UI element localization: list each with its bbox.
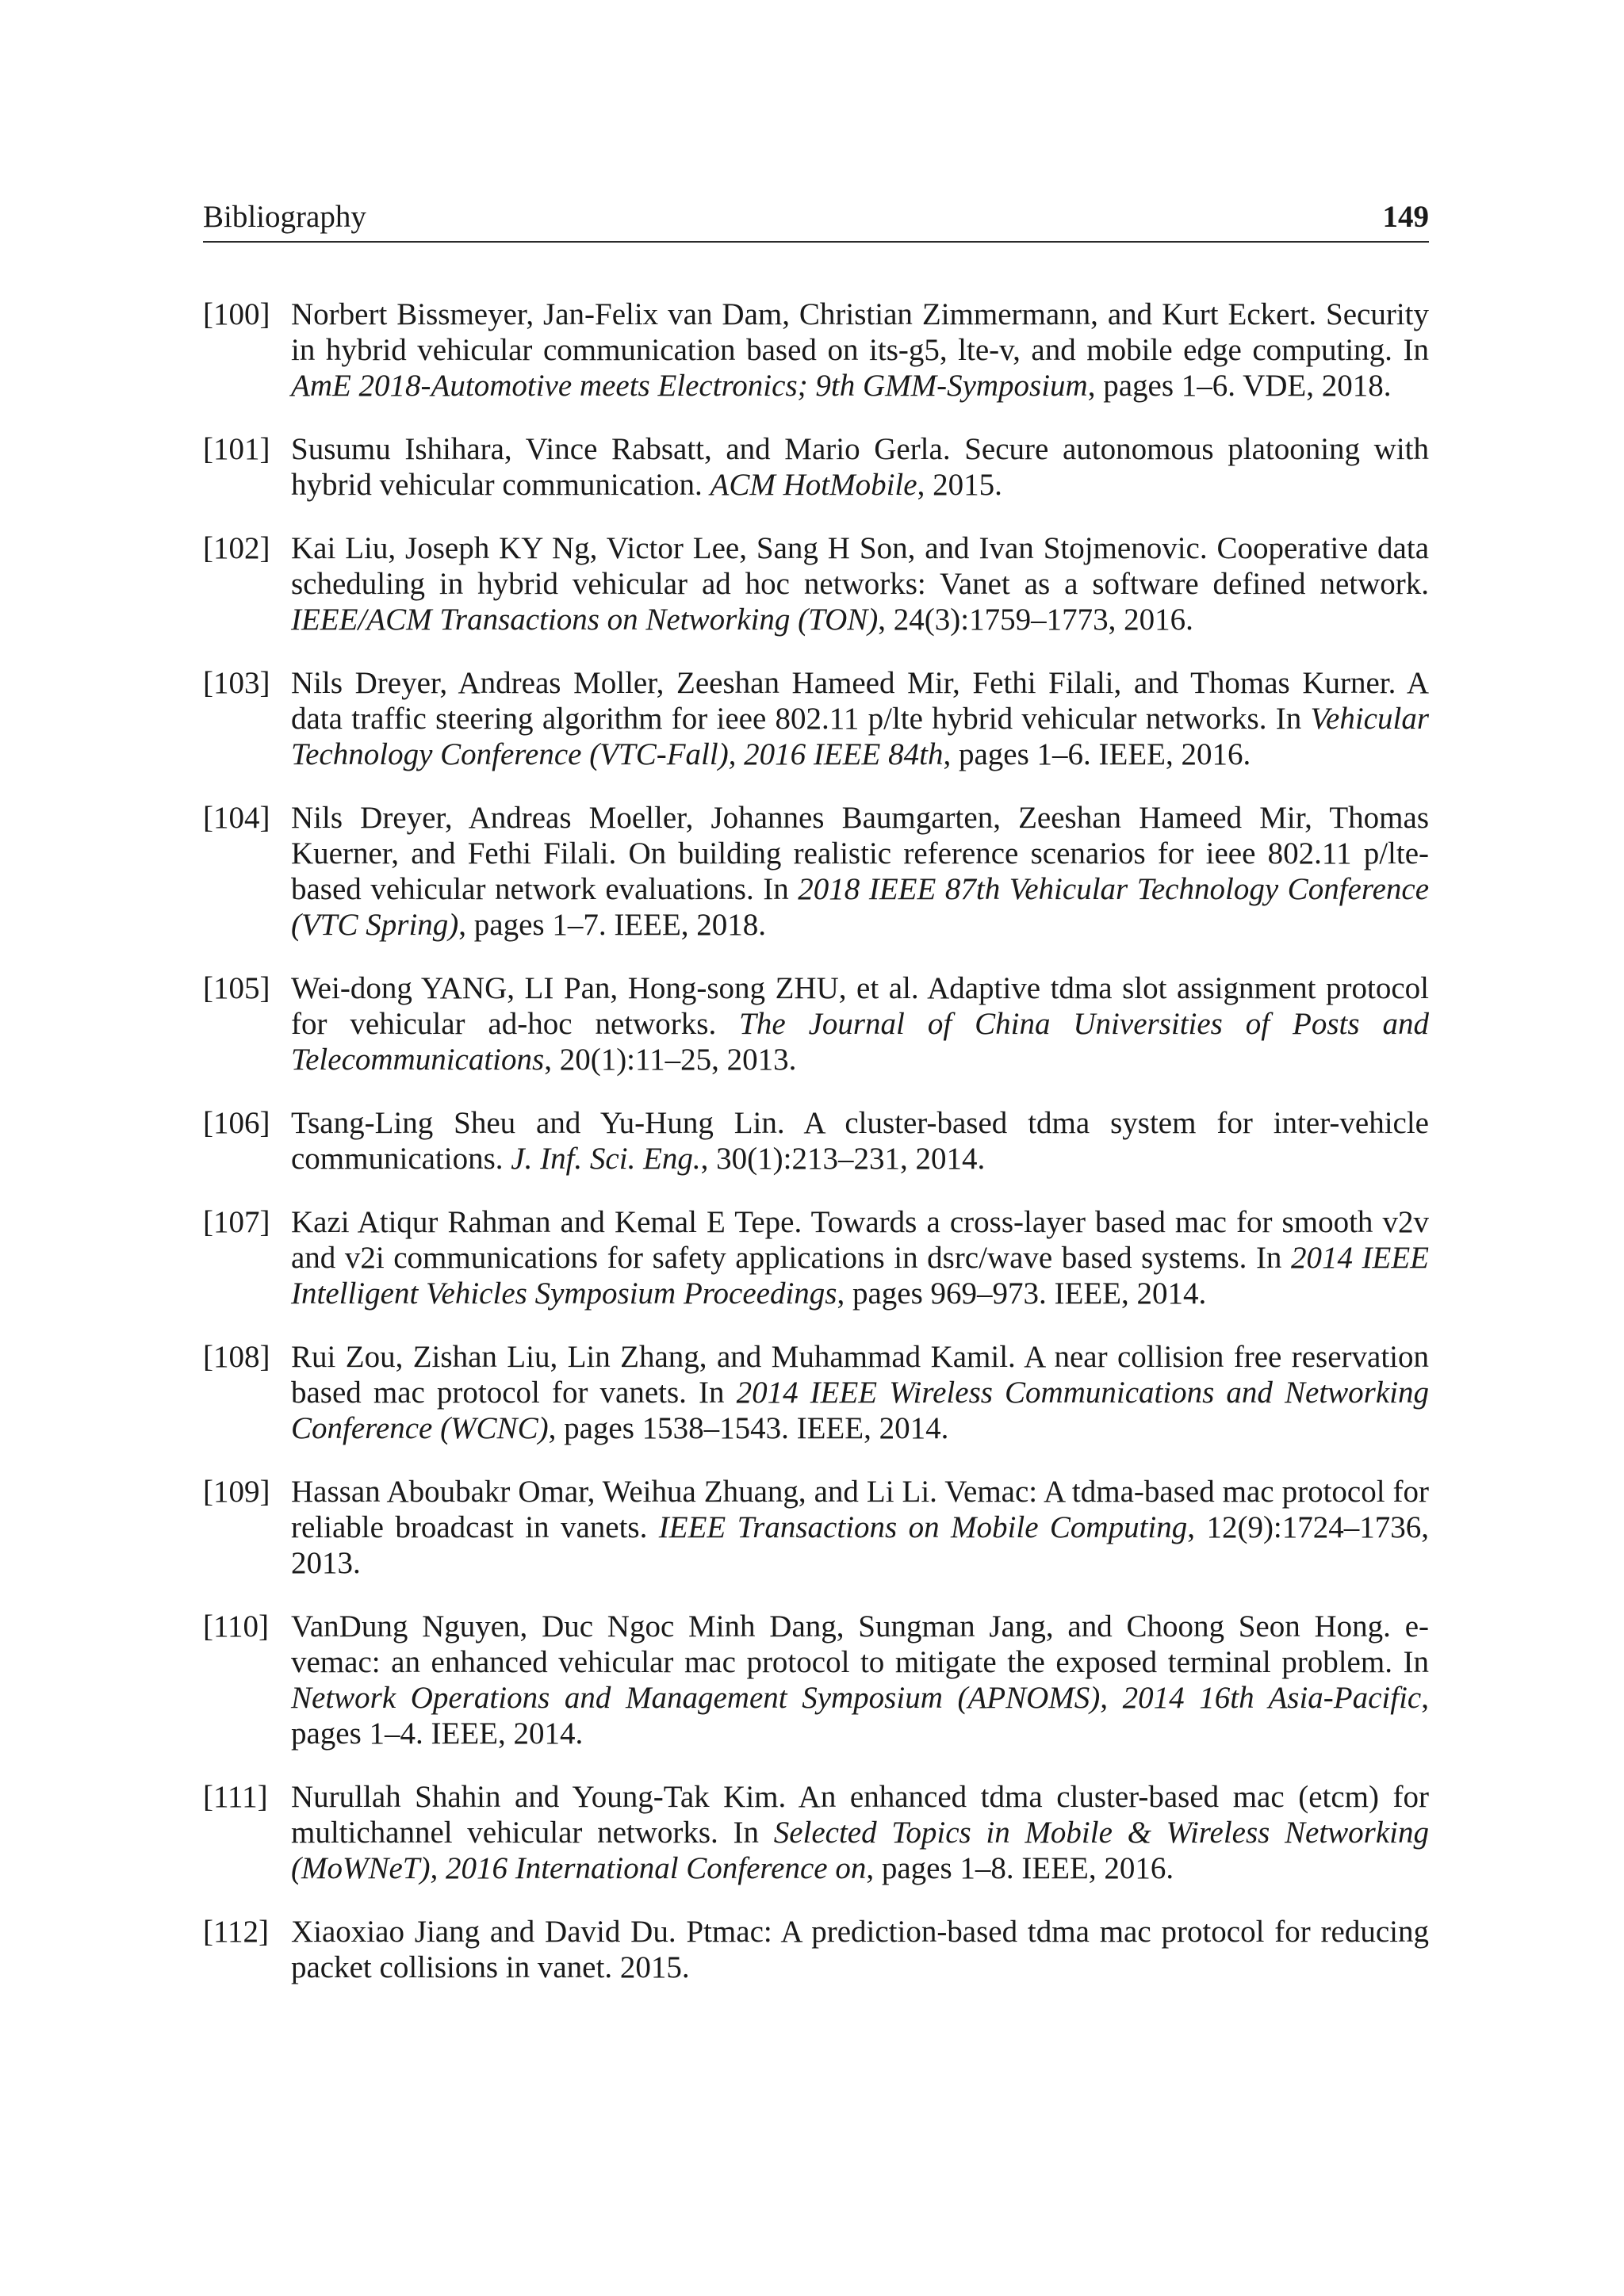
bib-entry bbox=[203, 800, 1429, 943]
bib-entry bbox=[203, 1474, 1429, 1581]
bib-text bbox=[291, 1914, 1429, 1985]
bib-text bbox=[291, 431, 1429, 503]
bib-venue: 2014 IEEE Wireless Communications and Networking Conference (WCNC) bbox=[291, 1376, 1430, 1445]
bib-venue: The Journal of China Universities of Posts and Telecommunications bbox=[291, 1007, 1429, 1077]
bib-authors: Susumu Ishihara, Vince Rabsatt, and Mario Gerla. bbox=[291, 432, 951, 466]
bib-venue: 2014 IEEE Intelligent Vehicles Symposium Proceedings bbox=[291, 1241, 1430, 1311]
bib-key: [109] bbox=[203, 1475, 270, 1509]
bib-text bbox=[291, 970, 1429, 1077]
bib-entry bbox=[203, 1609, 1429, 1751]
bib-text bbox=[291, 1474, 1429, 1581]
bibliography-list bbox=[203, 297, 1429, 2013]
running-head: Bibliography bbox=[203, 200, 366, 234]
bib-venue: ACM HotMobile bbox=[710, 468, 917, 502]
bib-authors: Nurullah Shahin and Young-Tak Kim. bbox=[291, 1780, 787, 1814]
bib-key: [101] bbox=[203, 432, 270, 466]
bib-title: e-vemac: an enhanced vehicular mac protocol to mitigate the exposed terminal problem. In bbox=[291, 1609, 1429, 1679]
bib-key: [105] bbox=[203, 971, 270, 1005]
bib-details: , pages 1–8. IEEE, 2016. bbox=[866, 1851, 1174, 1885]
bib-entry bbox=[203, 970, 1429, 1077]
bib-text bbox=[291, 1105, 1429, 1177]
bib-authors: Xiaoxiao Jiang and David Du. bbox=[291, 1915, 676, 1949]
page-header bbox=[203, 197, 1429, 243]
bib-key: [104] bbox=[203, 801, 270, 835]
bib-text bbox=[291, 297, 1429, 404]
bib-details: , 2015. bbox=[917, 468, 1002, 502]
bib-title: Vemac: A tdma-based mac protocol for reliable broadcast in vanets. bbox=[291, 1475, 1429, 1544]
bib-venue: IEEE Transactions on Mobile Computing bbox=[658, 1510, 1188, 1544]
bib-details: , 24(3):1759–1773, 2016. bbox=[878, 603, 1193, 637]
bib-venue: Selected Topics in Mobile & Wireless Networking (MoWNeT), 2016 International Conference on bbox=[291, 1816, 1430, 1885]
bib-authors: VanDung Nguyen, Duc Ngoc Minh Dang, Sungman Jang, and Choong Seon Hong. bbox=[291, 1609, 1391, 1644]
bib-authors: Nils Dreyer, Andreas Moeller, Johannes Baumgarten, Zeeshan Hameed Mir, Thomas Kuerner, and Fethi Filali. bbox=[291, 801, 1429, 871]
bib-key: [100] bbox=[203, 297, 270, 331]
bib-key: [102] bbox=[203, 531, 270, 565]
bib-venue: Vehicular Technology Conference (VTC-Fall), 2016 IEEE 84th bbox=[291, 702, 1429, 771]
bib-title: A near collision free reservation based mac protocol for vanets. In bbox=[291, 1340, 1429, 1410]
bib-entry bbox=[203, 1204, 1429, 1311]
bib-title: Cooperative data scheduling in hybrid vehicular ad hoc networks: Vanet as a software defined network. bbox=[291, 531, 1430, 601]
bib-authors: Wei-dong YANG, LI Pan, Hong-song ZHU, et al. bbox=[291, 971, 919, 1005]
bib-venue: AmE 2018-Automotive meets Electronics; 9th GMM-Symposium bbox=[291, 369, 1088, 403]
bib-title: An enhanced tdma cluster-based mac (etcm) for multichannel vehicular networks. In bbox=[291, 1780, 1429, 1850]
bib-details: , pages 1–6. IEEE, 2016. bbox=[943, 737, 1251, 771]
bib-text bbox=[291, 530, 1429, 637]
bib-title: Adaptive tdma slot assignment protocol for vehicular ad-hoc networks. bbox=[291, 971, 1429, 1041]
bib-details: , pages 969–973. IEEE, 2014. bbox=[837, 1276, 1207, 1311]
bib-details: , 12(9):1724–1736, 2013. bbox=[291, 1510, 1430, 1580]
bib-authors: Norbert Bissmeyer, Jan-Felix van Dam, Christian Zimmermann, and Kurt Eckert. bbox=[291, 297, 1317, 331]
bib-details: , pages 1–4. IEEE, 2014. bbox=[291, 1681, 1429, 1751]
bib-key: [112] bbox=[203, 1915, 270, 1949]
bib-text bbox=[291, 1609, 1429, 1751]
bib-text bbox=[291, 1339, 1429, 1446]
bib-entry bbox=[203, 297, 1429, 404]
bib-title: A cluster-based tdma system for inter-vehicle communications. bbox=[291, 1106, 1429, 1176]
bib-key: [106] bbox=[203, 1106, 270, 1140]
bib-details: , pages 1–6. VDE, 2018. bbox=[1087, 369, 1392, 403]
page-number: 149 bbox=[1382, 200, 1429, 234]
bib-venue: J. Inf. Sci. Eng. bbox=[511, 1142, 701, 1176]
bib-authors: Nils Dreyer, Andreas Moller, Zeeshan Hameed Mir, Fethi Filali, and Thomas Kurner. bbox=[291, 666, 1396, 700]
bib-text bbox=[291, 800, 1429, 943]
bib-text bbox=[291, 1779, 1429, 1886]
bib-entry bbox=[203, 1105, 1429, 1177]
bib-venue: 2018 IEEE 87th Vehicular Technology Conference (VTC Spring) bbox=[291, 872, 1430, 942]
bib-title: On building realistic reference scenarios for ieee 802.11 p/lte-based vehicular network evaluations. In bbox=[291, 836, 1430, 906]
bib-entry bbox=[203, 1779, 1429, 1886]
bib-title: Security in hybrid vehicular communication based on its-g5, lte-v, and mobile edge computing. In bbox=[291, 297, 1430, 367]
bib-entry bbox=[203, 665, 1429, 772]
bib-entry bbox=[203, 1914, 1429, 1985]
bib-entry bbox=[203, 530, 1429, 637]
bib-text bbox=[291, 665, 1429, 772]
bib-details: , 30(1):213–231, 2014. bbox=[700, 1142, 986, 1176]
bib-details: , 20(1):11–25, 2013. bbox=[544, 1043, 797, 1077]
bib-authors: Hassan Aboubakr Omar, Weihua Zhuang, and Li Li. bbox=[291, 1475, 937, 1509]
bib-authors: Kazi Atiqur Rahman and Kemal E Tepe. bbox=[291, 1205, 802, 1239]
bib-entry bbox=[203, 431, 1429, 503]
bib-key: [110] bbox=[203, 1609, 270, 1644]
bib-title: Ptmac: A prediction-based tdma mac protocol for reducing packet collisions in vanet. 2015. bbox=[291, 1915, 1430, 1984]
bib-title: Towards a cross-layer based mac for smooth v2v and v2i communications for safety applications in dsrc/wave based systems. In bbox=[291, 1205, 1429, 1275]
bib-title: A data traffic steering algorithm for ieee 802.11 p/lte hybrid vehicular networks. In bbox=[291, 666, 1430, 736]
bib-key: [108] bbox=[203, 1340, 270, 1374]
bib-authors: Tsang-Ling Sheu and Yu-Hung Lin. bbox=[291, 1106, 785, 1140]
bib-details: , pages 1–7. IEEE, 2018. bbox=[458, 908, 767, 942]
bib-text bbox=[291, 1204, 1429, 1311]
bib-key: [103] bbox=[203, 666, 270, 700]
bib-key: [111] bbox=[203, 1780, 268, 1814]
bib-venue: Network Operations and Management Symposium (APNOMS), 2014 16th Asia-Pacific bbox=[291, 1681, 1422, 1715]
bib-venue: IEEE/ACM Transactions on Networking (TON) bbox=[291, 603, 879, 637]
bib-key: [107] bbox=[203, 1205, 270, 1239]
bib-authors: Kai Liu, Joseph KY Ng, Victor Lee, Sang H Son, and Ivan Stojmenovic. bbox=[291, 531, 1208, 565]
bib-details: , pages 1538–1543. IEEE, 2014. bbox=[548, 1411, 949, 1445]
bib-title: Secure autonomous platooning with hybrid vehicular communication. bbox=[291, 432, 1430, 502]
bib-authors: Rui Zou, Zishan Liu, Lin Zhang, and Muhammad Kamil. bbox=[291, 1340, 1016, 1374]
bib-entry bbox=[203, 1339, 1429, 1446]
